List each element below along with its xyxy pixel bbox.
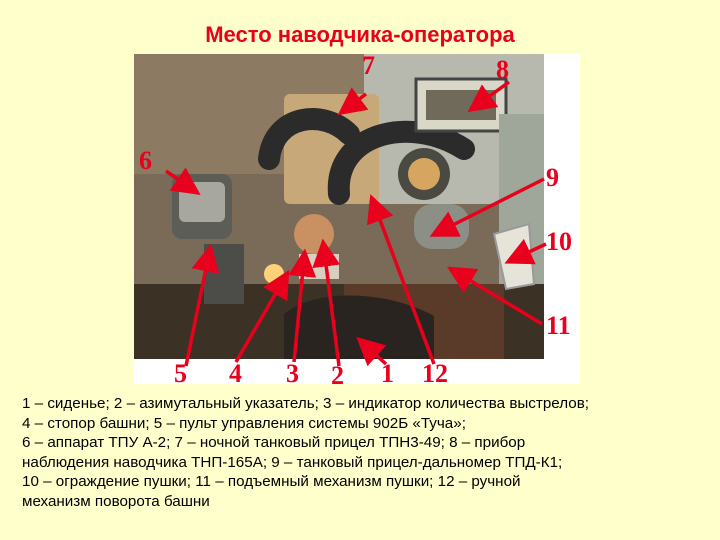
callout-10: 10 [546,227,572,256]
callout-8: 8 [496,55,509,84]
gunner-station-photo [134,54,580,384]
slide-title: Место наводчика-оператора [205,22,515,47]
callout-11: 11 [546,311,571,340]
callout-12: 12 [422,359,448,384]
legend-line: механизм поворота башни [22,492,210,510]
legend-line: 10 – ограждение пушки; 11 – подъемный механизм пушки; 12 – ручной [22,473,521,491]
legend-caption [22,394,712,512]
callout-7: 7 [362,54,375,80]
legend-line: наблюдения наводчика ТНП-165А; 9 – танковый прицел-дальномер ТПД-К1; [22,453,563,471]
callout-3: 3 [286,359,299,384]
legend-line: 6 – аппарат ТПУ А-2; 7 – ночной танковый прицел ТПН3-49; 8 – прибор [22,434,526,452]
photo-illustration [134,54,580,384]
legend-line: 1 – сиденье; 2 – азимутальный указатель; 3 – индикатор количества выстрелов; [22,395,590,412]
callout-2: 2 [331,361,344,384]
callout-5: 5 [174,359,187,384]
callout-6: 6 [139,146,152,175]
callout-4: 4 [229,359,242,384]
callout-1: 1 [381,359,394,384]
round-counter [294,214,334,254]
legend-line: 4 – стопор башни; 5 – пульт управления системы 902Б «Туча»; [22,414,466,432]
callout-9: 9 [546,163,559,192]
